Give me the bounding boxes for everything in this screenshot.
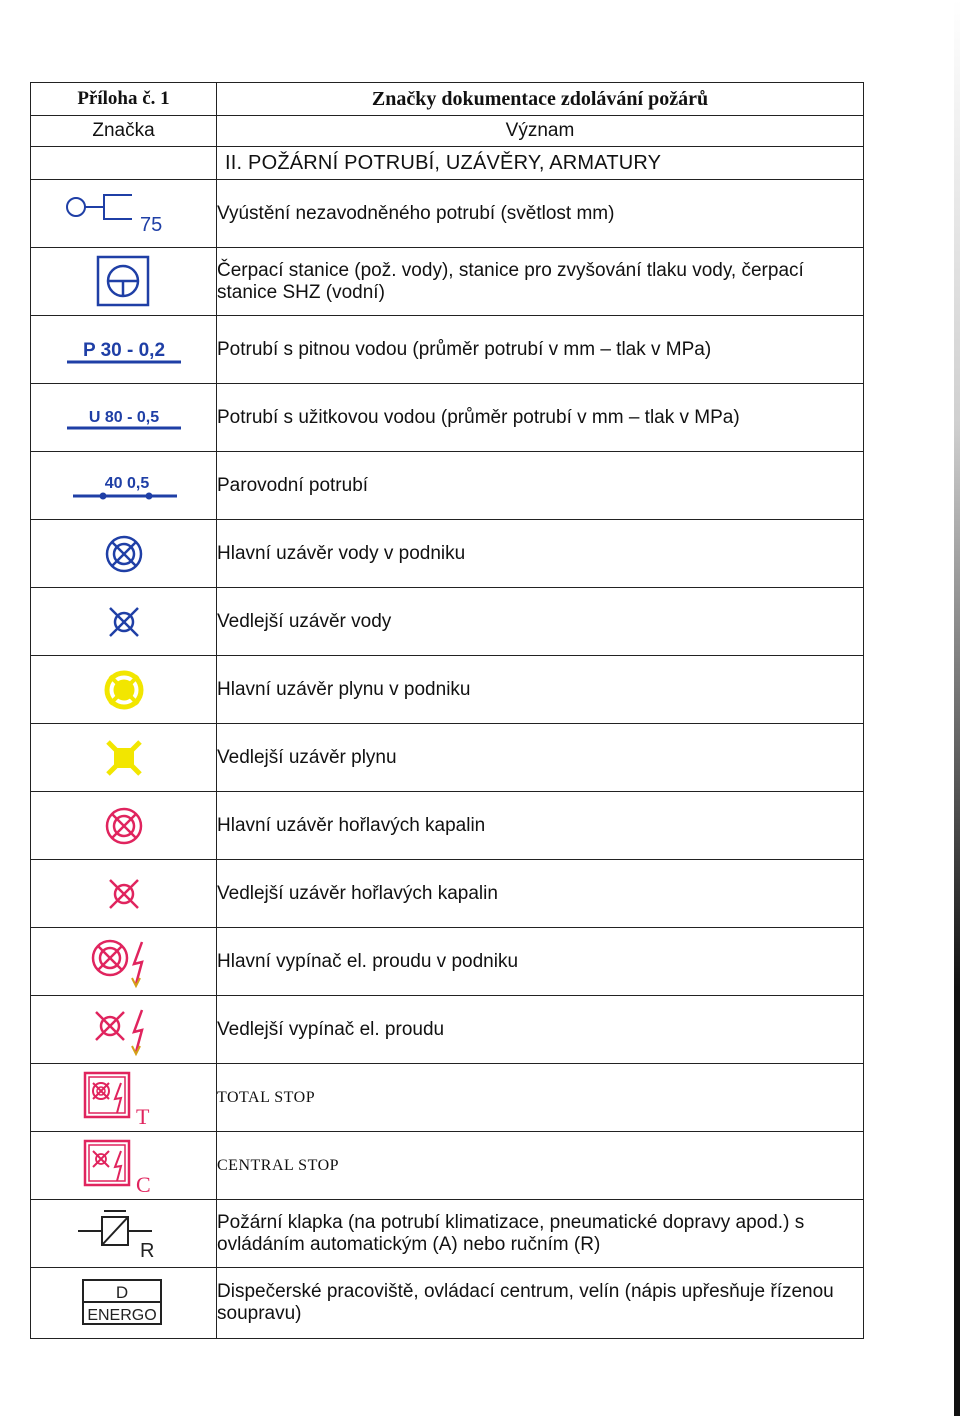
symbol-cell [31,792,217,860]
legend-table [30,82,864,1339]
meaning-cell: CENTRAL STOP [217,1132,864,1200]
legend-row [31,180,864,248]
legend-row [31,452,864,520]
legend-row [31,928,864,996]
symbol-cell [31,656,217,724]
secondary-flammable-valve-icon [99,869,149,919]
meaning-cell: Potrubí s užitkovou vodou (průměr potrubí v mm – tlak v MPa) [217,384,864,452]
legend-row [31,792,864,860]
main-power-switch-icon [84,934,164,990]
meaning-cell: Hlavní vypínač el. proudu v podniku [217,928,864,996]
meaning-cell: Parovodní potrubí [217,452,864,520]
legend-row [31,656,864,724]
legend-row [31,588,864,656]
meaning-cell: Vedlejší uzávěr plynu [217,724,864,792]
legend-page [30,82,864,1339]
steam-pipe-icon [59,466,189,506]
dispatch-center-icon [69,1276,179,1330]
outlet-pipe-icon [64,189,184,239]
symbol-cell [31,520,217,588]
meaning-cell: Požární klapka (na potrubí klimatizace, pneumatické dopravy apod.) s ovládáním automatickým (A) nebo ručním (R) [217,1200,864,1268]
meaning-cell: TOTAL STOP [217,1064,864,1132]
service-pipe-icon [59,398,189,438]
symbol-cell [31,928,217,996]
legend-row [31,1268,864,1339]
section-row [31,147,864,180]
dispatch-center-letter: D [115,1283,128,1302]
main-water-valve-icon [99,529,149,579]
legend-row [31,316,864,384]
meaning-cell: Vyústění nezavodněného potrubí (světlost mm) [217,180,864,248]
scan-edge-mark [954,0,960,1416]
drinking-pipe-icon [59,330,189,370]
fire-damper-mode-letter: R [139,1239,154,1262]
central-stop-letter: C [135,1171,151,1195]
legend-row [31,520,864,588]
symbol-cell [31,452,217,520]
symbol-cell [31,1064,217,1132]
main-flammable-valve-icon [99,801,149,851]
symbol-cell [31,588,217,656]
secondary-gas-valve-icon [99,733,149,783]
pump-station-icon [94,255,154,309]
meaning-cell: Potrubí s pitnou vodou (průměr potrubí v mm – tlak v MPa) [217,316,864,384]
total-stop-icon [79,1069,169,1127]
meaning-cell: Vedlejší uzávěr vody [217,588,864,656]
central-stop-icon [79,1137,169,1195]
secondary-water-valve-icon [99,597,149,647]
meaning-cell: Hlavní uzávěr hořlavých kapalin [217,792,864,860]
drinking-pipe-label: P 30 - 0,2 [82,339,165,361]
symbol-cell [31,1200,217,1268]
legend-row [31,1132,864,1200]
main-gas-valve-icon [99,665,149,715]
section-title: II. POŽÁRNÍ POTRUBÍ, UZÁVĚRY, ARMATURY [217,147,864,180]
attachment-label: Příloha č. 1 [31,83,217,116]
legend-row [31,996,864,1064]
symbol-cell [31,996,217,1064]
meaning-cell: Vedlejší vypínač el. proudu [217,996,864,1064]
fire-damper-icon [74,1205,174,1263]
legend-row [31,384,864,452]
symbol-cell [31,180,217,248]
col-meaning-header: Význam [217,116,864,147]
symbol-cell [31,248,217,316]
document-title: Značky dokumentace zdolávání požárů [217,83,864,116]
section-symbol-cell [31,147,217,180]
symbol-cell [31,724,217,792]
steam-pipe-label: 40 0,5 [104,474,149,492]
legend-row [31,860,864,928]
legend-row [31,1064,864,1132]
outlet-pipe-diameter: 75 [139,213,162,236]
service-pipe-label: U 80 - 0,5 [88,408,159,426]
legend-row [31,248,864,316]
symbol-cell [31,384,217,452]
symbol-cell [31,316,217,384]
meaning-cell: Dispečerské pracoviště, ovládací centrum, velín (nápis upřesňuje řízenou soupravu) [217,1268,864,1339]
secondary-power-switch-icon [84,1002,164,1058]
header-row [31,83,864,116]
legend-row [31,724,864,792]
meaning-cell: Hlavní uzávěr vody v podniku [217,520,864,588]
meaning-cell: Čerpací stanice (pož. vody), stanice pro zvyšování tlaku vody, čerpací stanice SHZ (vodní) [217,248,864,316]
total-stop-letter: T [135,1103,149,1127]
column-header-row [31,116,864,147]
symbol-cell [31,1268,217,1339]
symbol-cell [31,860,217,928]
symbol-cell [31,1132,217,1200]
meaning-cell: Vedlejší uzávěr hořlavých kapalin [217,860,864,928]
meaning-cell: Hlavní uzávěr plynu v podniku [217,656,864,724]
legend-row [31,1200,864,1268]
dispatch-center-label: ENERGO [86,1307,157,1324]
col-symbol-header: Značka [31,116,217,147]
